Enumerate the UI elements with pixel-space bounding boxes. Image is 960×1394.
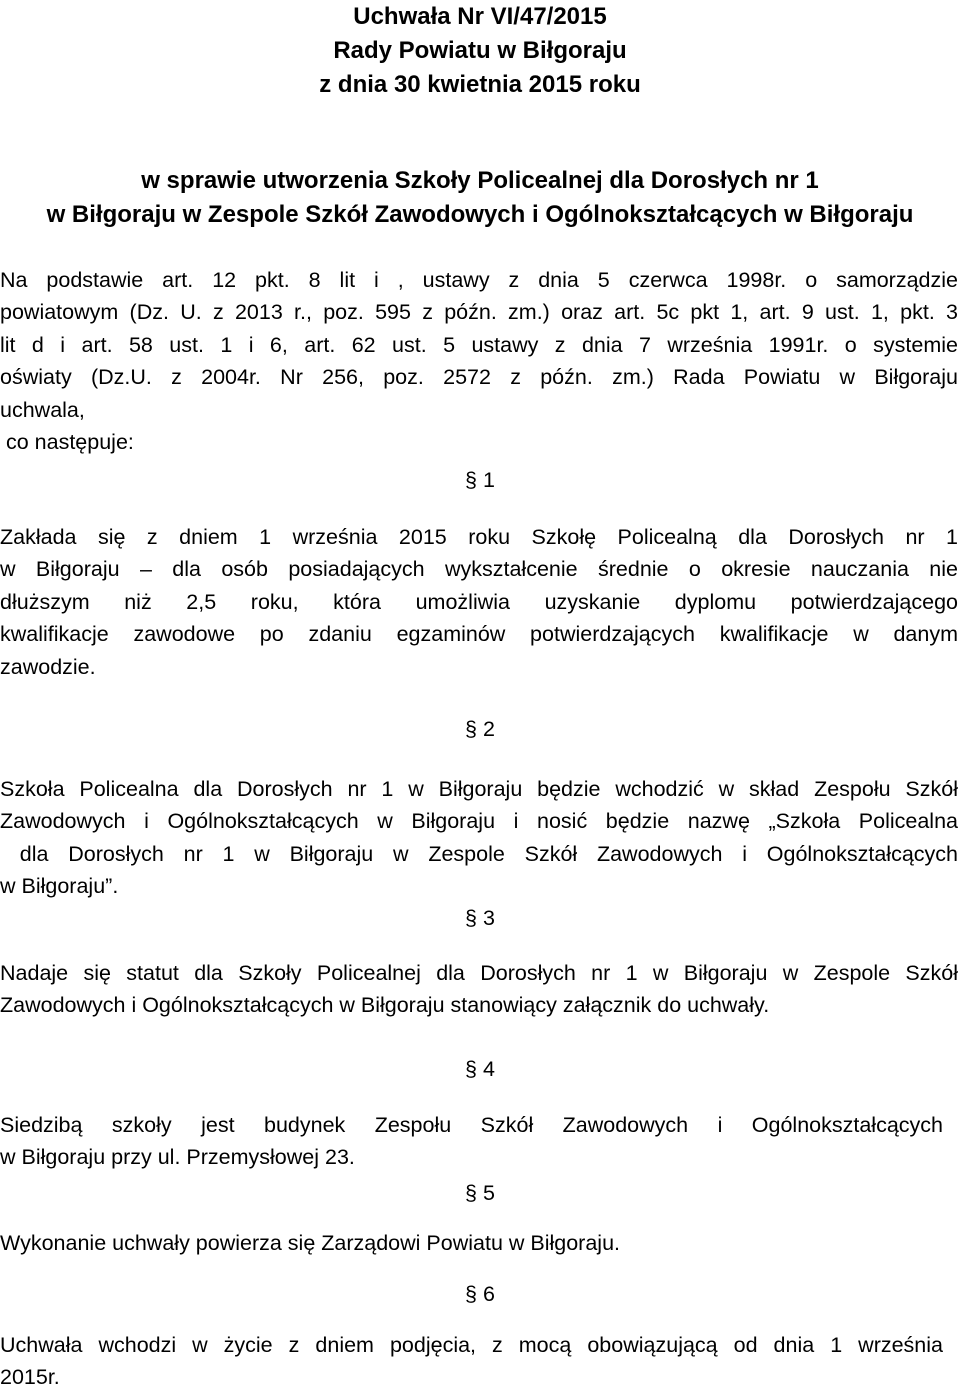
section-line: zawodzie. — [0, 654, 96, 679]
section-line: Szkoła Policealna dla Dorosłych nr 1 w Biłgoraju będzie wchodzić w skład Zespołu Szkół — [0, 777, 958, 801]
section-heading-4: § 4 — [465, 1057, 495, 1081]
section-line: w Biłgoraju”. — [0, 874, 119, 899]
section-heading-1: § 1 — [465, 468, 495, 492]
section-1-paragraph — [0, 521, 958, 683]
section-line: dla Dorosłych nr 1 w Biłgoraju w Zespole Szkół Zawodowych i Ogólnokształcących — [0, 841, 958, 866]
section-line: Zakłada się z dniem 1 września 2015 roku Szkołę Policealną dla Dorosłych nr 1 — [0, 525, 958, 549]
section-4-paragraph — [0, 1109, 958, 1174]
section-2-paragraph — [0, 773, 958, 903]
resolution-subject — [0, 164, 960, 232]
section-line: Uchwała wchodzi w życie z dniem podjęcia, z mocą obowiązującą od dnia 1 września — [0, 1333, 943, 1357]
section-heading-2: § 2 — [465, 717, 495, 741]
section-line: Zawodowych i Ogólnokształcących w Biłgoraju i nosić będzie nazwę „Szkoła Policealna — [0, 809, 958, 834]
resolution-date: z dnia 30 kwietnia 2015 roku — [319, 71, 641, 98]
section-heading-3: § 3 — [465, 906, 495, 930]
preamble-line: oświaty (Dz.U. z 2004r. Nr 256, poz. 2572 z późn. zm.) Rada Powiatu w Biłgoraju — [0, 365, 958, 390]
section-line: Siedzibą szkoły jest budynek Zespołu Szkół Zawodowych i Ogólnokształcących — [0, 1113, 943, 1137]
subject-line-2: w Biłgoraju w Zespole Szkół Zawodowych i Ogólnokształcących w Biłgoraju — [46, 201, 914, 228]
section-heading-6: § 6 — [465, 1282, 495, 1306]
section-line: Zawodowych i Ogólnokształcących w Biłgoraju stanowiący załącznik do uchwały. — [0, 993, 770, 1018]
preamble-line: co następuje: — [0, 430, 134, 455]
preamble-line: powiatowym (Dz. U. z 2013 r., poz. 595 z późn. zm.) oraz art. 5c pkt 1, art. 9 ust. 1, pkt. 3 — [0, 300, 958, 325]
preamble-paragraph — [0, 264, 958, 458]
resolution-issuer: Rady Powiatu w Biłgoraju — [333, 37, 627, 64]
section-line: Wykonanie uchwały powierza się Zarządowi Powiatu w Biłgoraju. — [0, 1231, 621, 1255]
preamble-line: lit d i art. 58 ust. 1 i 6, art. 62 ust. 5 ustawy z dnia 7 września 1991r. o systemie — [0, 332, 958, 357]
preamble-line: uchwala, — [0, 397, 85, 422]
section-5-paragraph — [0, 1227, 958, 1259]
section-line: w Biłgoraju – dla osób posiadających wykształcenie średnie o okresie nauczania nie — [0, 557, 958, 582]
section-line: dłuższym niż 2,5 roku, która umożliwia uzyskanie dyplomu potwierdzającego — [0, 589, 958, 614]
section-line: w Biłgoraju przy ul. Przemysłowej 23. — [0, 1145, 355, 1170]
resolution-header — [0, 0, 960, 102]
section-heading-5: § 5 — [465, 1181, 495, 1205]
section-3-paragraph — [0, 957, 958, 1022]
section-line: 2015r. — [0, 1365, 60, 1390]
resolution-number: Uchwała Nr VI/47/2015 — [353, 3, 607, 30]
preamble-line: Na podstawie art. 12 pkt. 8 lit i , ustawy z dnia 5 czerwca 1998r. o samorządzie — [0, 268, 958, 292]
section-line: Nadaje się statut dla Szkoły Policealnej dla Dorosłych nr 1 w Biłgoraju w Zespole Szkół — [0, 961, 958, 985]
section-line: kwalifikacje zawodowe po zdaniu egzaminów potwierdzających kwalifikacje w danym — [0, 622, 958, 647]
section-6-paragraph — [0, 1329, 958, 1394]
subject-line-1: w sprawie utworzenia Szkoły Policealnej dla Dorosłych nr 1 — [141, 167, 819, 194]
